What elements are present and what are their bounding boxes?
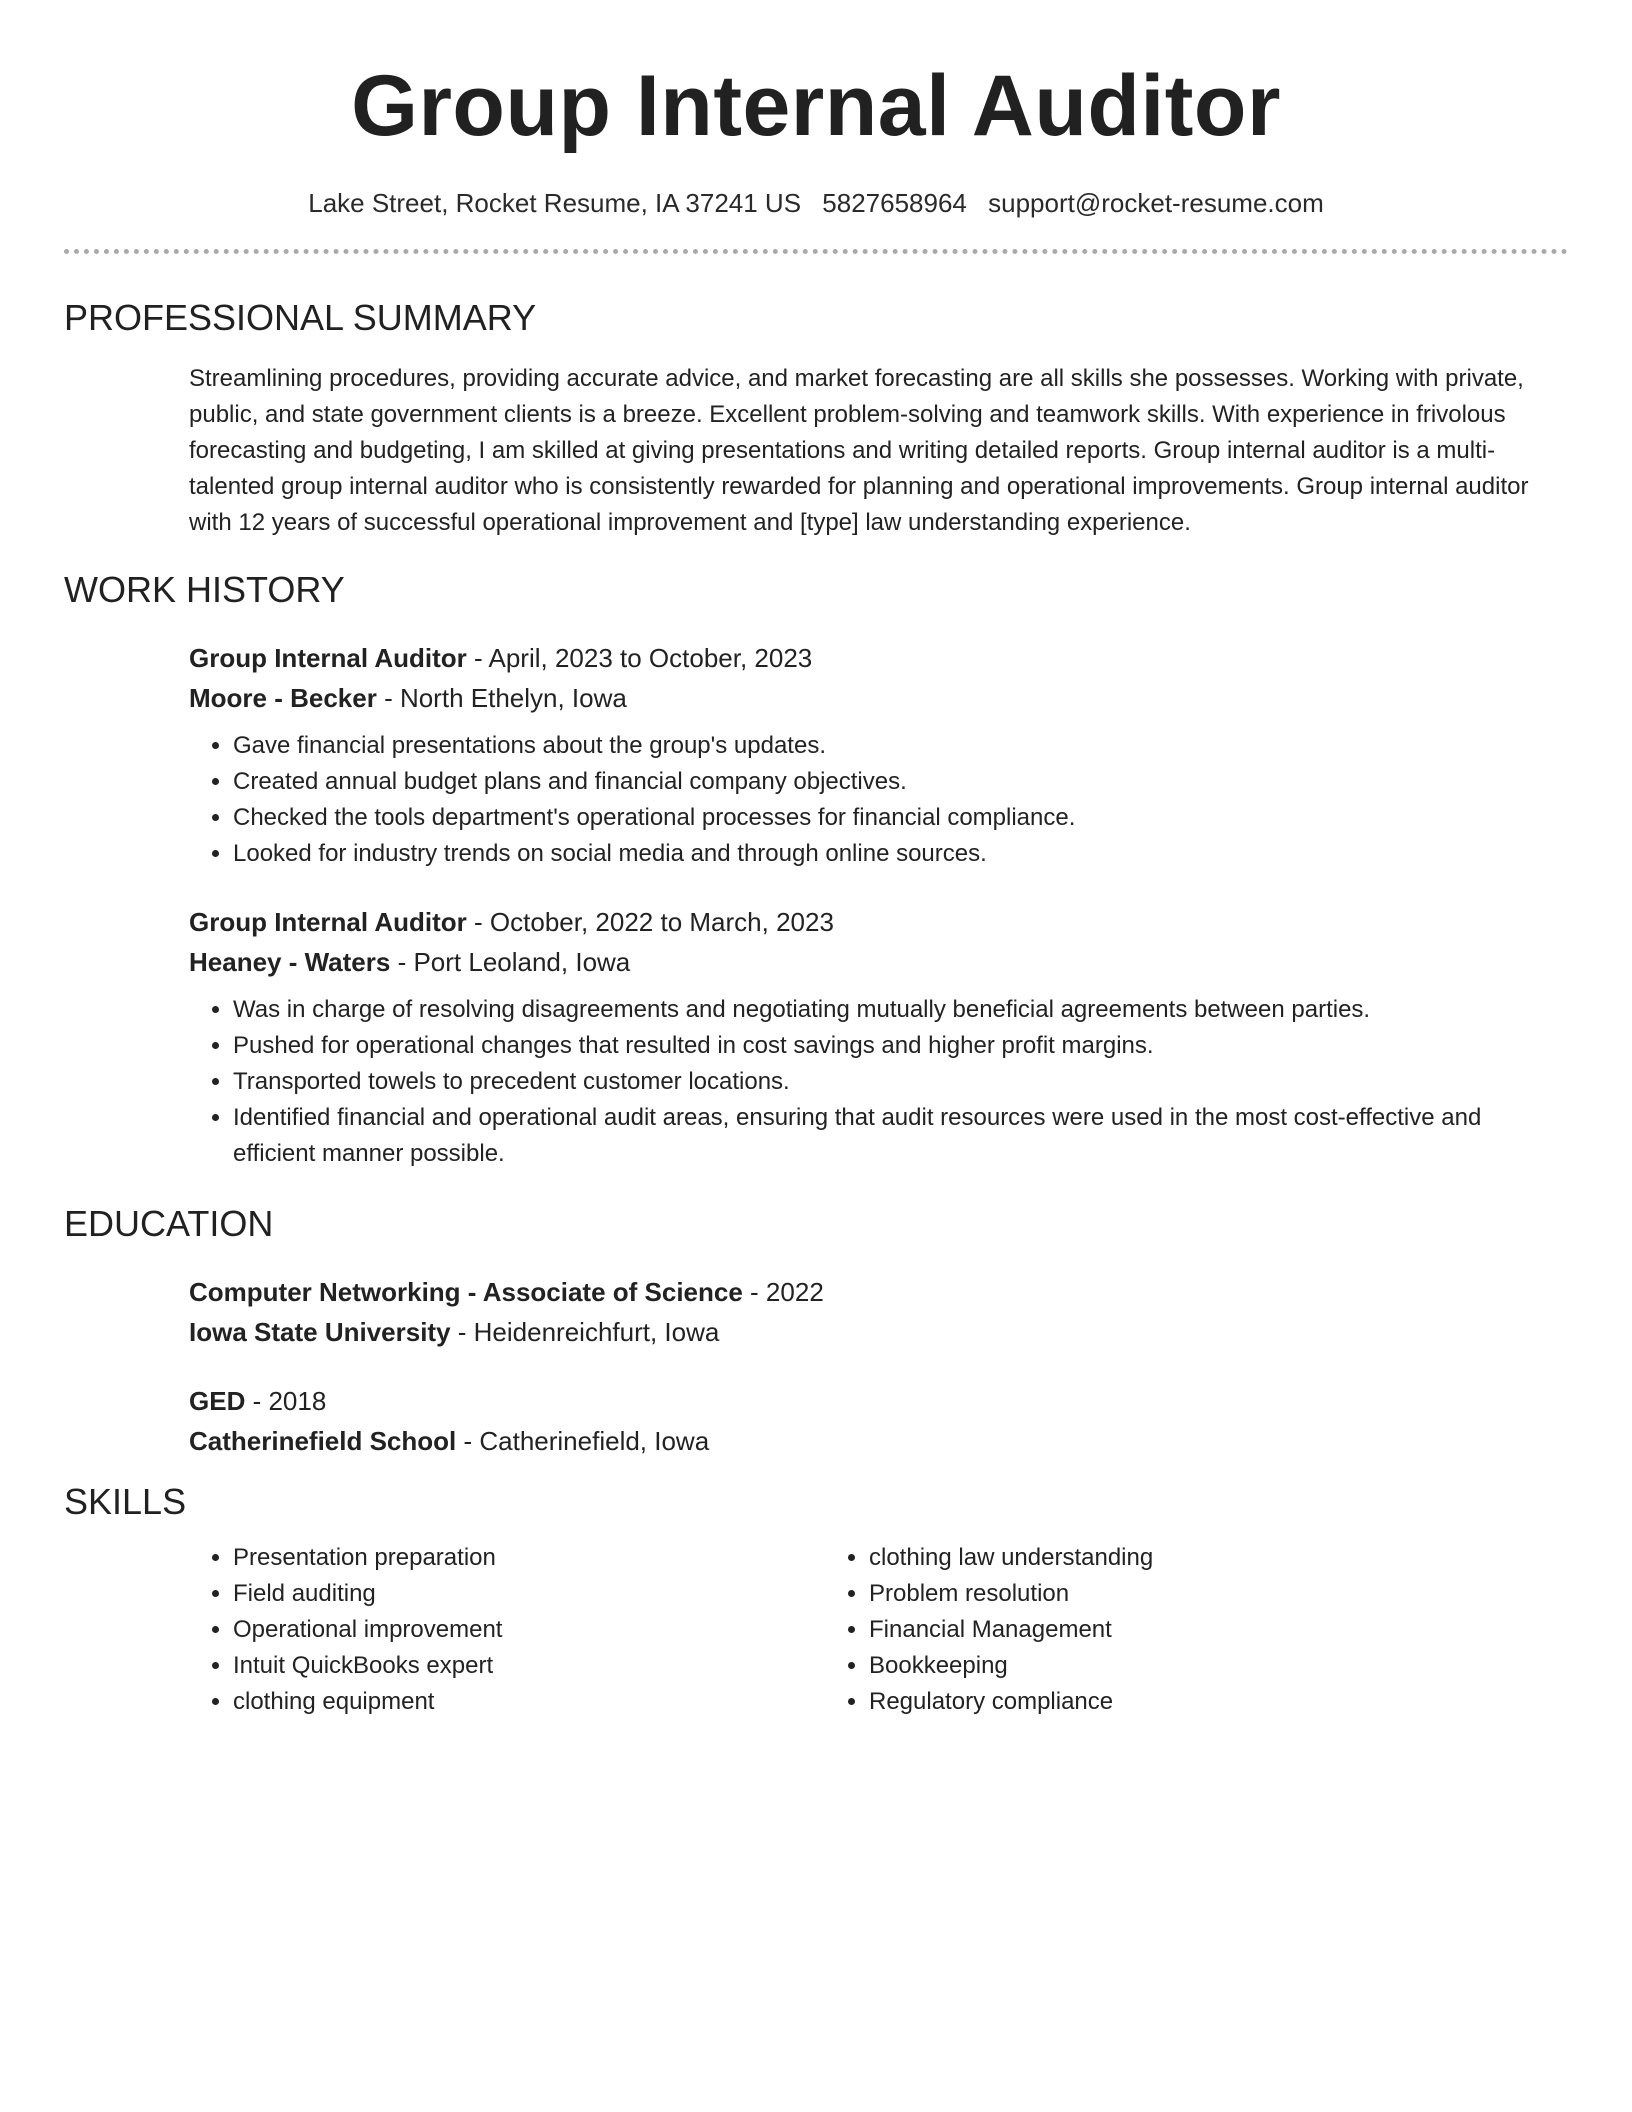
education-year: - 2018 — [245, 1386, 327, 1416]
skill-item: • Operational improvement — [233, 1612, 825, 1648]
contact-line — [0, 186, 1632, 220]
job-bullet: • Identified financial and operational audit areas, ensuring that audit resources were used in the most cost-effective and efficient manner possible. — [233, 1100, 1568, 1172]
job-bullet: • Looked for industry trends on social media and through online sources. — [233, 836, 1568, 872]
job-dates: - October, 2022 to March, 2023 — [466, 907, 834, 937]
work-history-section — [64, 568, 1568, 1172]
summary-section — [64, 296, 1568, 541]
contact-email: support@rocket-resume.com — [988, 188, 1324, 218]
education-degree-line — [189, 1381, 1568, 1421]
job-location: - North Ethelyn, Iowa — [376, 683, 627, 713]
job-bullets — [189, 728, 1568, 872]
job-bullet: • Transported towels to precedent customer locations. — [233, 1064, 1568, 1100]
job-title-line — [189, 902, 1568, 942]
skill-item: • Field auditing — [233, 1576, 825, 1612]
job-company-line — [189, 942, 1568, 982]
education-school-line — [189, 1421, 1568, 1461]
skill-item: • Bookkeeping — [869, 1648, 1461, 1684]
candidate-name: Group Internal Auditor — [351, 58, 1281, 154]
job-bullet: • Gave financial presentations about the group's updates. — [233, 728, 1568, 764]
education-section — [64, 1202, 1568, 1461]
job-company: Moore - Becker — [189, 683, 377, 713]
job-bullet: • Created annual budget plans and financial company objectives. — [233, 764, 1568, 800]
work-history-heading: WORK HISTORY — [64, 569, 345, 610]
skills-list-right — [825, 1540, 1461, 1720]
education-school: Catherinefield School — [189, 1426, 457, 1456]
skills-list-left — [189, 1540, 825, 1720]
job-bullet: • Pushed for operational changes that resulted in cost savings and higher profit margins. — [233, 1028, 1568, 1064]
education-school-line — [189, 1312, 1568, 1352]
education-degree: Computer Networking - Associate of Science — [189, 1277, 743, 1307]
skill-item: • Financial Management — [869, 1612, 1461, 1648]
job-role: Group Internal Auditor — [189, 907, 467, 937]
contact-phone: 5827658964 — [822, 188, 967, 218]
job-company-line — [189, 678, 1568, 718]
education-entry — [189, 1381, 1568, 1461]
skill-item: • clothing law understanding — [869, 1540, 1461, 1576]
education-degree: GED — [189, 1386, 246, 1416]
education-location: - Heidenreichfurt, Iowa — [450, 1317, 720, 1347]
education-school: Iowa State University — [189, 1317, 451, 1347]
skills-heading: SKILLS — [64, 1481, 187, 1522]
job-bullet: • Was in charge of resolving disagreements and negotiating mutually beneficial agreements between parties. — [233, 992, 1568, 1028]
job-entry — [189, 638, 1568, 872]
skill-item: • Problem resolution — [869, 1576, 1461, 1612]
job-bullets — [189, 992, 1568, 1172]
job-location: - Port Leoland, Iowa — [390, 947, 631, 977]
education-degree-line — [189, 1272, 1568, 1312]
skills-section — [64, 1480, 1568, 1720]
education-location: - Catherinefield, Iowa — [456, 1426, 710, 1456]
skills-columns — [189, 1540, 1568, 1720]
skill-item: • clothing equipment — [233, 1684, 825, 1720]
summary-text: Streamlining procedures, providing accurate advice, and market forecasting are all skills she possesses. Working with private, public, and state government clients is a breeze. Excellent problem-solving and teamwork skills. With experience in frivolous forecasting and budgeting, I am skilled at giving presentations and writing detailed reports. Group internal auditor is a multi-talented group internal auditor who is consistently rewarded for planning and operational improvements. Group internal auditor with 12 years of successful operational improvement and [type] law understanding experience. — [189, 365, 1529, 536]
education-year: - 2022 — [742, 1277, 824, 1307]
skill-item: • Presentation preparation — [233, 1540, 825, 1576]
resume-header — [0, 0, 1632, 220]
summary-heading: PROFESSIONAL SUMMARY — [64, 297, 537, 338]
education-entry — [189, 1272, 1568, 1352]
skill-item: • Regulatory compliance — [869, 1684, 1461, 1720]
job-company: Heaney - Waters — [189, 947, 391, 977]
skill-item: • Intuit QuickBooks expert — [233, 1648, 825, 1684]
job-bullet: • Checked the tools department's operational processes for financial compliance. — [233, 800, 1568, 836]
job-entry — [189, 902, 1568, 1172]
header-divider — [64, 249, 1568, 254]
job-role: Group Internal Auditor — [189, 643, 467, 673]
job-dates: - April, 2023 to October, 2023 — [466, 643, 813, 673]
education-heading: EDUCATION — [64, 1203, 274, 1244]
job-title-line — [189, 638, 1568, 678]
contact-address: Lake Street, Rocket Resume, IA 37241 US — [308, 188, 802, 218]
